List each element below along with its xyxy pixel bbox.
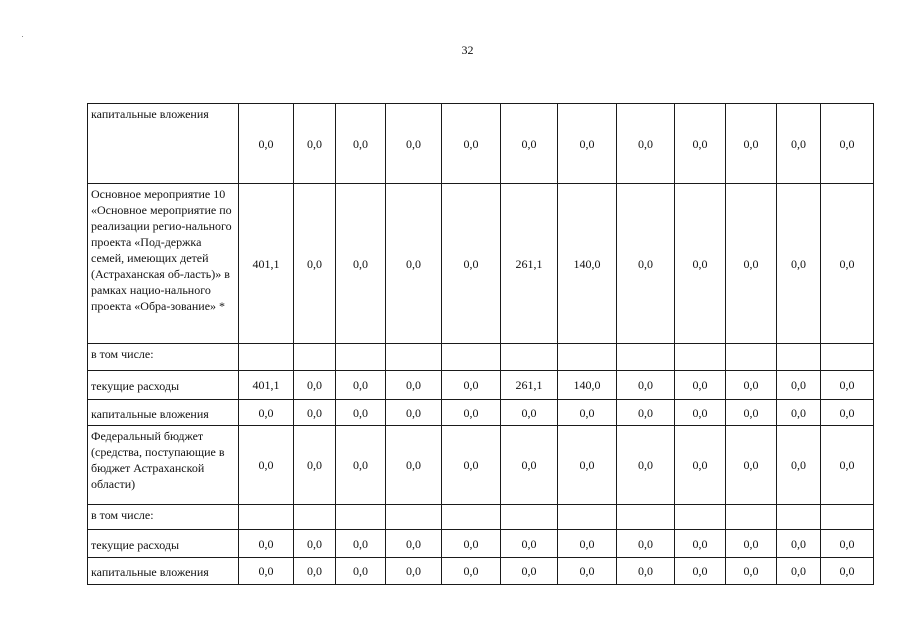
table-row bbox=[88, 184, 874, 344]
value-cell: 0,0 bbox=[617, 400, 675, 426]
value-cell: 0,0 bbox=[777, 184, 821, 344]
value-cell: 0,0 bbox=[336, 104, 386, 184]
value-cell: 0,0 bbox=[558, 104, 617, 184]
budget-table bbox=[87, 103, 874, 585]
value-cell: 0,0 bbox=[294, 426, 336, 505]
value-cell bbox=[821, 344, 874, 371]
table-row bbox=[88, 104, 874, 184]
row-label: капитальные вложения bbox=[88, 558, 239, 585]
value-cell: 0,0 bbox=[386, 104, 442, 184]
value-cell bbox=[386, 344, 442, 371]
value-cell bbox=[617, 505, 675, 530]
value-cell bbox=[726, 505, 777, 530]
value-cell: 0,0 bbox=[726, 184, 777, 344]
value-cell: 0,0 bbox=[821, 371, 874, 400]
value-cell: 0,0 bbox=[501, 426, 558, 505]
scan-speck bbox=[22, 36, 23, 37]
value-cell: 0,0 bbox=[617, 530, 675, 558]
value-cell bbox=[617, 344, 675, 371]
value-cell: 0,0 bbox=[777, 558, 821, 585]
value-cell: 0,0 bbox=[821, 426, 874, 505]
value-cell: 0,0 bbox=[239, 104, 294, 184]
value-cell: 0,0 bbox=[558, 558, 617, 585]
value-cell: 0,0 bbox=[386, 371, 442, 400]
value-cell: 0,0 bbox=[777, 371, 821, 400]
value-cell: 0,0 bbox=[294, 400, 336, 426]
value-cell bbox=[442, 344, 501, 371]
value-cell: 0,0 bbox=[726, 426, 777, 505]
value-cell bbox=[675, 344, 726, 371]
table-row bbox=[88, 530, 874, 558]
value-cell bbox=[821, 505, 874, 530]
value-cell bbox=[239, 344, 294, 371]
value-cell bbox=[294, 505, 336, 530]
value-cell: 0,0 bbox=[558, 400, 617, 426]
value-cell: 0,0 bbox=[726, 558, 777, 585]
value-cell bbox=[558, 505, 617, 530]
value-cell: 0,0 bbox=[501, 400, 558, 426]
value-cell: 0,0 bbox=[336, 184, 386, 344]
value-cell: 0,0 bbox=[239, 426, 294, 505]
value-cell: 0,0 bbox=[386, 530, 442, 558]
value-cell: 0,0 bbox=[294, 104, 336, 184]
value-cell: 0,0 bbox=[777, 426, 821, 505]
value-cell: 0,0 bbox=[675, 426, 726, 505]
value-cell: 0,0 bbox=[294, 371, 336, 400]
value-cell: 0,0 bbox=[501, 558, 558, 585]
value-cell: 261,1 bbox=[501, 371, 558, 400]
value-cell: 0,0 bbox=[336, 371, 386, 400]
row-label: Основное мероприятие 10 «Основное мероприятие по реализации регио-нального проекта «Под-держка семей, имеющих детей (Астраханская об-ласть)» в рамках нацио-нального проекта «Обра-зование» * bbox=[88, 184, 239, 344]
table-row bbox=[88, 400, 874, 426]
value-cell: 0,0 bbox=[442, 184, 501, 344]
table-row bbox=[88, 558, 874, 585]
value-cell bbox=[294, 344, 336, 371]
value-cell bbox=[558, 344, 617, 371]
value-cell: 0,0 bbox=[777, 530, 821, 558]
value-cell bbox=[239, 505, 294, 530]
value-cell: 0,0 bbox=[386, 426, 442, 505]
value-cell: 0,0 bbox=[336, 530, 386, 558]
value-cell: 0,0 bbox=[386, 400, 442, 426]
row-label: в том числе: bbox=[88, 505, 239, 530]
value-cell bbox=[386, 505, 442, 530]
value-cell bbox=[675, 505, 726, 530]
row-label: капитальные вложения bbox=[88, 104, 239, 184]
value-cell bbox=[442, 505, 501, 530]
value-cell: 0,0 bbox=[558, 426, 617, 505]
table-row bbox=[88, 371, 874, 400]
value-cell: 0,0 bbox=[239, 400, 294, 426]
row-label: текущие расходы bbox=[88, 371, 239, 400]
value-cell: 0,0 bbox=[675, 558, 726, 585]
value-cell: 0,0 bbox=[675, 371, 726, 400]
row-label: текущие расходы bbox=[88, 530, 239, 558]
value-cell bbox=[501, 505, 558, 530]
value-cell bbox=[336, 505, 386, 530]
value-cell: 0,0 bbox=[821, 400, 874, 426]
value-cell: 0,0 bbox=[294, 530, 336, 558]
value-cell bbox=[777, 505, 821, 530]
value-cell bbox=[501, 344, 558, 371]
value-cell: 0,0 bbox=[442, 558, 501, 585]
value-cell: 0,0 bbox=[501, 530, 558, 558]
value-cell: 0,0 bbox=[675, 530, 726, 558]
value-cell: 0,0 bbox=[386, 558, 442, 585]
value-cell: 0,0 bbox=[442, 530, 501, 558]
value-cell: 401,1 bbox=[239, 371, 294, 400]
value-cell: 140,0 bbox=[558, 371, 617, 400]
row-label: в том числе: bbox=[88, 344, 239, 371]
value-cell: 0,0 bbox=[821, 184, 874, 344]
value-cell: 0,0 bbox=[239, 558, 294, 585]
row-label: Федеральный бюджет (средства, поступающие в бюджет Астраханской области) bbox=[88, 426, 239, 505]
value-cell: 0,0 bbox=[777, 400, 821, 426]
table-row bbox=[88, 426, 874, 505]
value-cell: 0,0 bbox=[442, 104, 501, 184]
value-cell: 0,0 bbox=[386, 184, 442, 344]
value-cell: 0,0 bbox=[336, 426, 386, 505]
value-cell: 0,0 bbox=[777, 104, 821, 184]
row-label: капитальные вложения bbox=[88, 400, 239, 426]
value-cell: 0,0 bbox=[617, 426, 675, 505]
value-cell: 0,0 bbox=[617, 371, 675, 400]
value-cell: 0,0 bbox=[821, 558, 874, 585]
value-cell: 0,0 bbox=[726, 530, 777, 558]
value-cell bbox=[777, 344, 821, 371]
value-cell bbox=[726, 344, 777, 371]
value-cell: 0,0 bbox=[726, 400, 777, 426]
value-cell: 140,0 bbox=[558, 184, 617, 344]
value-cell: 0,0 bbox=[617, 104, 675, 184]
page-number: 32 bbox=[461, 43, 474, 57]
value-cell: 0,0 bbox=[442, 371, 501, 400]
value-cell: 0,0 bbox=[821, 530, 874, 558]
value-cell: 0,0 bbox=[442, 400, 501, 426]
table-row bbox=[88, 344, 874, 371]
value-cell: 261,1 bbox=[501, 184, 558, 344]
value-cell: 0,0 bbox=[675, 104, 726, 184]
value-cell: 0,0 bbox=[617, 184, 675, 344]
value-cell: 0,0 bbox=[558, 530, 617, 558]
value-cell: 0,0 bbox=[726, 371, 777, 400]
value-cell bbox=[336, 344, 386, 371]
value-cell: 0,0 bbox=[675, 400, 726, 426]
value-cell: 0,0 bbox=[294, 558, 336, 585]
value-cell: 0,0 bbox=[294, 184, 336, 344]
value-cell: 401,1 bbox=[239, 184, 294, 344]
value-cell: 0,0 bbox=[726, 104, 777, 184]
value-cell: 0,0 bbox=[675, 184, 726, 344]
value-cell: 0,0 bbox=[336, 558, 386, 585]
value-cell: 0,0 bbox=[821, 104, 874, 184]
table-row bbox=[88, 505, 874, 530]
value-cell: 0,0 bbox=[442, 426, 501, 505]
value-cell: 0,0 bbox=[617, 558, 675, 585]
value-cell: 0,0 bbox=[501, 104, 558, 184]
value-cell: 0,0 bbox=[239, 530, 294, 558]
value-cell: 0,0 bbox=[336, 400, 386, 426]
